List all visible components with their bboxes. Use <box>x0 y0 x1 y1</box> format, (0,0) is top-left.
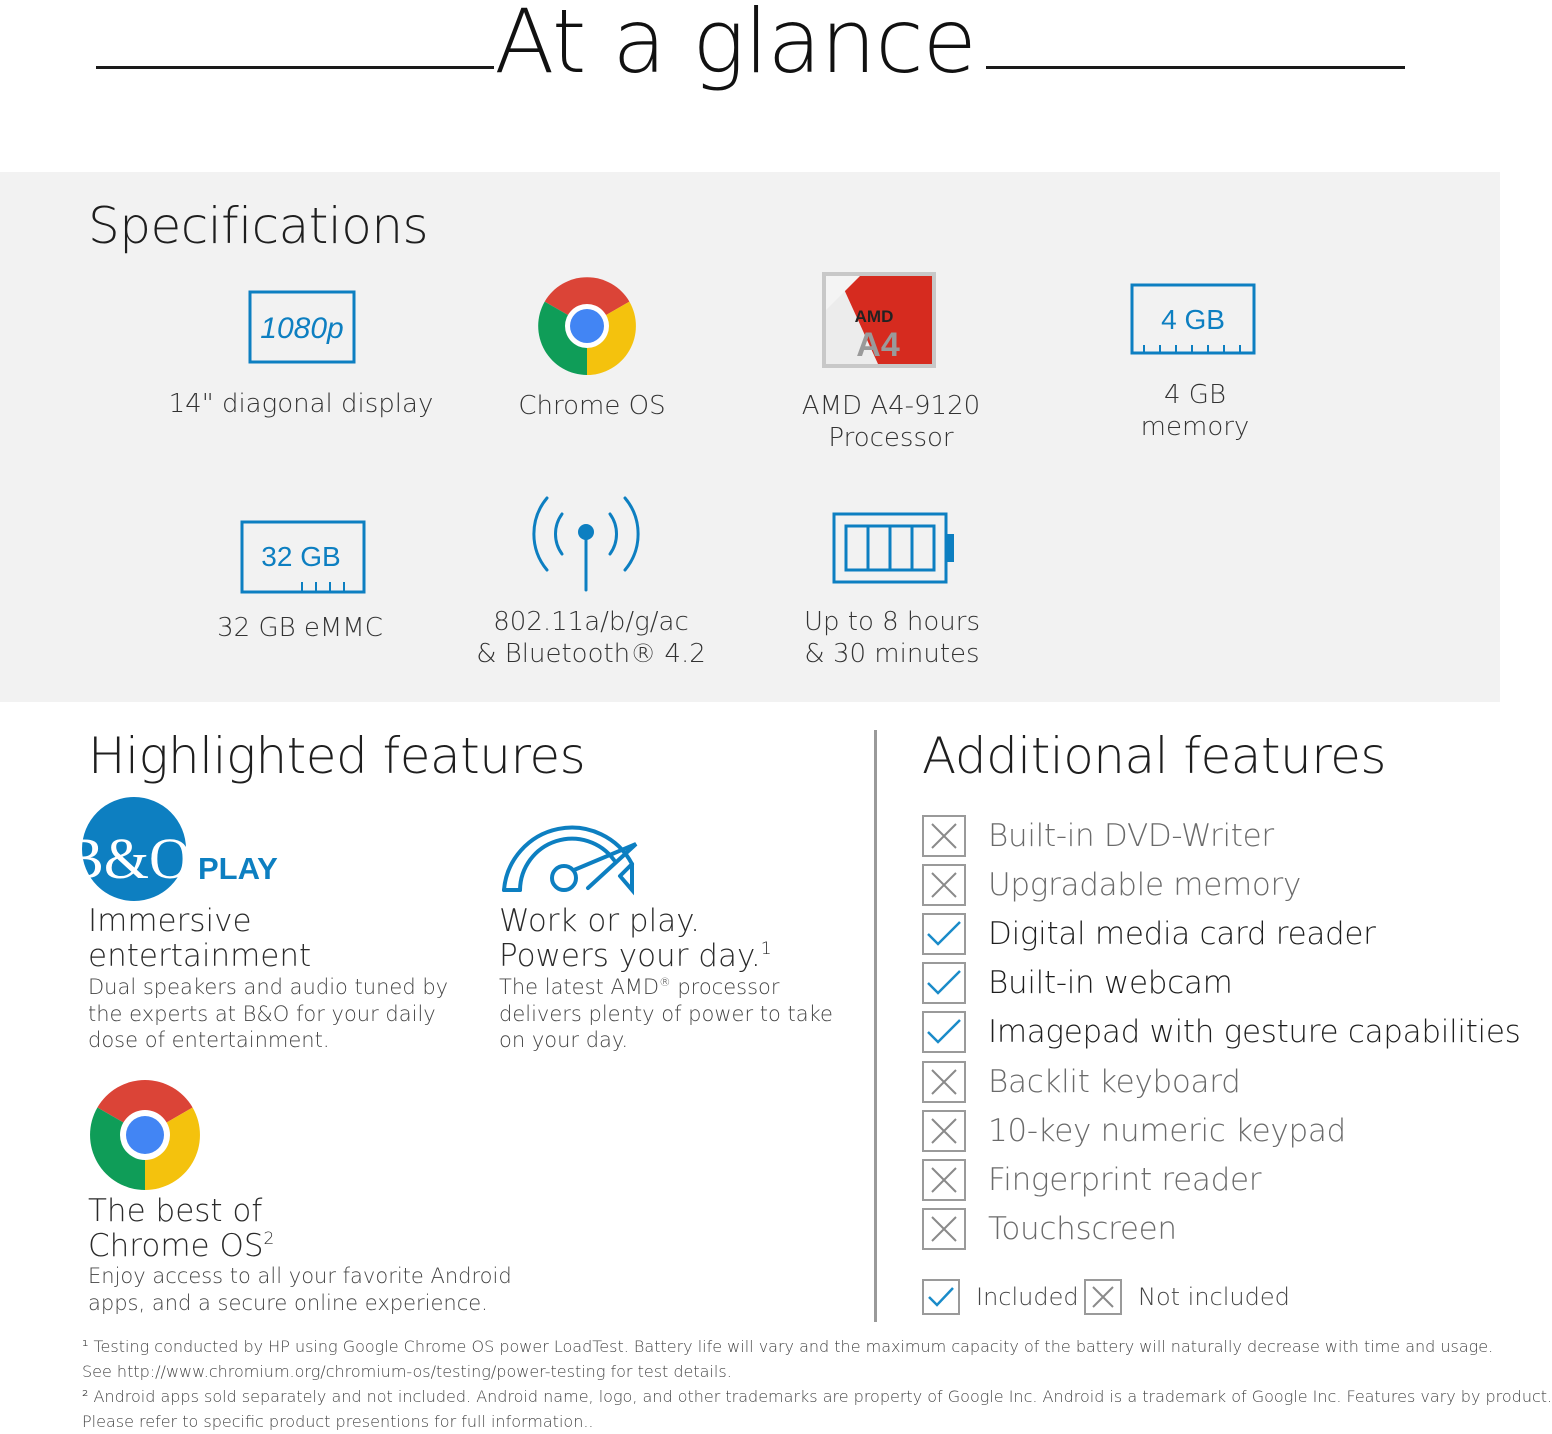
memory-badge-text: 4 GB <box>1161 304 1225 335</box>
page-title: At a glance <box>494 0 976 93</box>
feature-chrome-title-line2: Chrome OS <box>88 1228 264 1264</box>
spec-storage-text: 32 GB eMMC <box>217 613 383 643</box>
feature-power-desc-post: processor <box>670 975 780 999</box>
additional-feature-row <box>922 1159 1261 1201</box>
storage-card-icon <box>240 520 366 598</box>
feature-chrome-desc <box>88 1263 512 1316</box>
additional-feature-row <box>922 1061 1241 1103</box>
feature-chrome-title <box>88 1194 274 1264</box>
spec-battery-line2: & 30 minutes <box>804 639 980 669</box>
storage-badge-text: 32 GB <box>261 541 341 572</box>
feature-entertainment-title-line2: entertainment <box>88 938 312 974</box>
display-badge-text: 1080p <box>260 312 344 345</box>
feature-entertainment-desc <box>88 974 448 1054</box>
spec-processor-line2: Processor <box>828 423 954 453</box>
check-icon <box>922 1279 960 1315</box>
feature-power-desc-line3: on your day. <box>499 1028 629 1052</box>
additional-feature-row <box>922 864 1301 906</box>
display-1080p-icon <box>248 290 358 368</box>
additional-feature-row <box>922 962 1232 1004</box>
legend-not-included-label: Not included <box>1138 1283 1290 1311</box>
feature-entertainment-desc-line2: the experts at B&O for your daily <box>88 1001 436 1026</box>
additional-feature-label: 10-key numeric keypad <box>988 1113 1346 1149</box>
additional-feature-label: Fingerprint reader <box>988 1162 1262 1198</box>
additional-feature-row <box>922 913 1376 955</box>
spec-processor-label <box>741 390 1041 454</box>
feature-power-footnote-ref: 1 <box>760 939 772 960</box>
chrome-logo-icon <box>536 275 638 381</box>
legend-included <box>922 1279 1079 1315</box>
spec-os-label <box>442 390 742 422</box>
footnote-2: ² Android apps sold separately and not included. Android name, logo, and other trademarks are property of Google Inc. Android is a trademark of Google Inc. Features vary by product. <box>82 1387 1552 1406</box>
feature-power-title-line1: Work or play. <box>499 903 700 939</box>
spec-battery-label <box>742 606 1042 670</box>
feature-chrome-footnote-ref: 2 <box>263 1229 275 1250</box>
feature-power-title-line2: Powers your day. <box>499 938 761 974</box>
registered-mark: ® <box>659 974 671 989</box>
additional-feature-label: Upgradable memory <box>988 867 1302 903</box>
feature-chrome-desc-line1: Enjoy access to all your favorite Android <box>88 1264 512 1288</box>
footnote-2-continued: Please refer to specific product presentions for full information.. <box>82 1412 594 1431</box>
spec-display-label <box>151 388 451 420</box>
footnote-1-continued: See http://www.chromium.org/chromium-os/testing/power-testing for test details. <box>82 1362 732 1381</box>
additional-heading: Additional features <box>922 727 1386 785</box>
cross-icon <box>922 1110 966 1152</box>
spec-display-text: 14" diagonal display <box>168 389 434 419</box>
specifications-heading: Specifications <box>88 197 429 255</box>
check-icon <box>922 1011 966 1053</box>
feature-power-desc-line2: delivers plenty of power to take <box>499 1001 833 1026</box>
legend-not-included <box>1084 1279 1290 1315</box>
feature-chrome-desc-line2: apps, and a secure online experience. <box>88 1290 488 1315</box>
bo-logo-mark: B&O <box>65 826 191 891</box>
cross-icon <box>922 864 966 906</box>
additional-feature-row <box>922 1208 1177 1250</box>
bo-logo-text: PLAY <box>198 851 278 886</box>
bo-play-logo-icon <box>65 796 282 908</box>
legend-included-label: Included <box>976 1283 1079 1311</box>
feature-entertainment-desc-line1: Dual speakers and audio tuned by <box>88 975 449 999</box>
highlighted-heading: Highlighted features <box>88 727 586 785</box>
feature-entertainment-title <box>88 904 311 974</box>
additional-feature-label: Digital media card reader <box>988 916 1376 952</box>
spec-wireless-label <box>441 606 741 670</box>
spec-memory-line1: 4 GB <box>1164 380 1226 410</box>
check-icon <box>922 962 966 1004</box>
additional-feature-row <box>922 1110 1346 1152</box>
additional-feature-label: Touchscreen <box>988 1211 1177 1247</box>
feature-power-desc <box>499 974 833 1054</box>
wireless-antenna-icon <box>530 492 642 598</box>
additional-feature-label: Built-in DVD-Writer <box>988 818 1274 854</box>
additional-feature-row <box>922 1011 1520 1053</box>
column-divider <box>874 730 877 1322</box>
cross-icon <box>922 1208 966 1250</box>
feature-entertainment-title-line1: Immersive <box>88 903 252 939</box>
spec-wireless-line2: & Bluetooth® 4.2 <box>476 639 706 669</box>
spec-memory-line2: memory <box>1140 412 1250 442</box>
cross-icon <box>922 1159 966 1201</box>
additional-feature-row <box>922 815 1274 857</box>
battery-icon <box>832 512 958 590</box>
additional-feature-label: Imagepad with gesture capabilities <box>988 1014 1521 1050</box>
spec-storage-label <box>150 612 450 644</box>
spec-os-text: Chrome OS <box>518 391 666 421</box>
additional-feature-label: Built-in webcam <box>988 965 1233 1001</box>
cross-icon <box>922 815 966 857</box>
check-icon <box>922 913 966 955</box>
feature-power-desc-pre: The latest AMD <box>499 975 660 999</box>
spec-battery-line1: Up to 8 hours <box>803 607 981 637</box>
chrome-logo-icon <box>88 1078 202 1196</box>
spec-wireless-line1: 802.11a/b/g/ac <box>493 607 689 637</box>
feature-entertainment-desc-line3: dose of entertainment. <box>88 1028 330 1052</box>
feature-power-title <box>499 904 772 974</box>
memory-chip-icon <box>1130 283 1256 361</box>
additional-feature-label: Backlit keyboard <box>988 1064 1241 1100</box>
footnote-1: ¹ Testing conducted by HP using Google Chrome OS power LoadTest. Battery life will vary and the maximum capacity of the battery will naturally decrease with time and usage. <box>82 1337 1494 1356</box>
cross-icon <box>922 1061 966 1103</box>
amd-a4-badge-icon <box>820 270 940 376</box>
spec-processor-line1: AMD A4-9120 <box>801 391 981 421</box>
speedometer-icon <box>496 802 646 902</box>
feature-chrome-title-line1: The best of <box>88 1193 263 1229</box>
spec-memory-label <box>1045 379 1345 443</box>
cross-icon <box>1084 1279 1122 1315</box>
amd-brand-text: AMD <box>854 307 894 326</box>
amd-model-text: A4 <box>856 326 900 364</box>
